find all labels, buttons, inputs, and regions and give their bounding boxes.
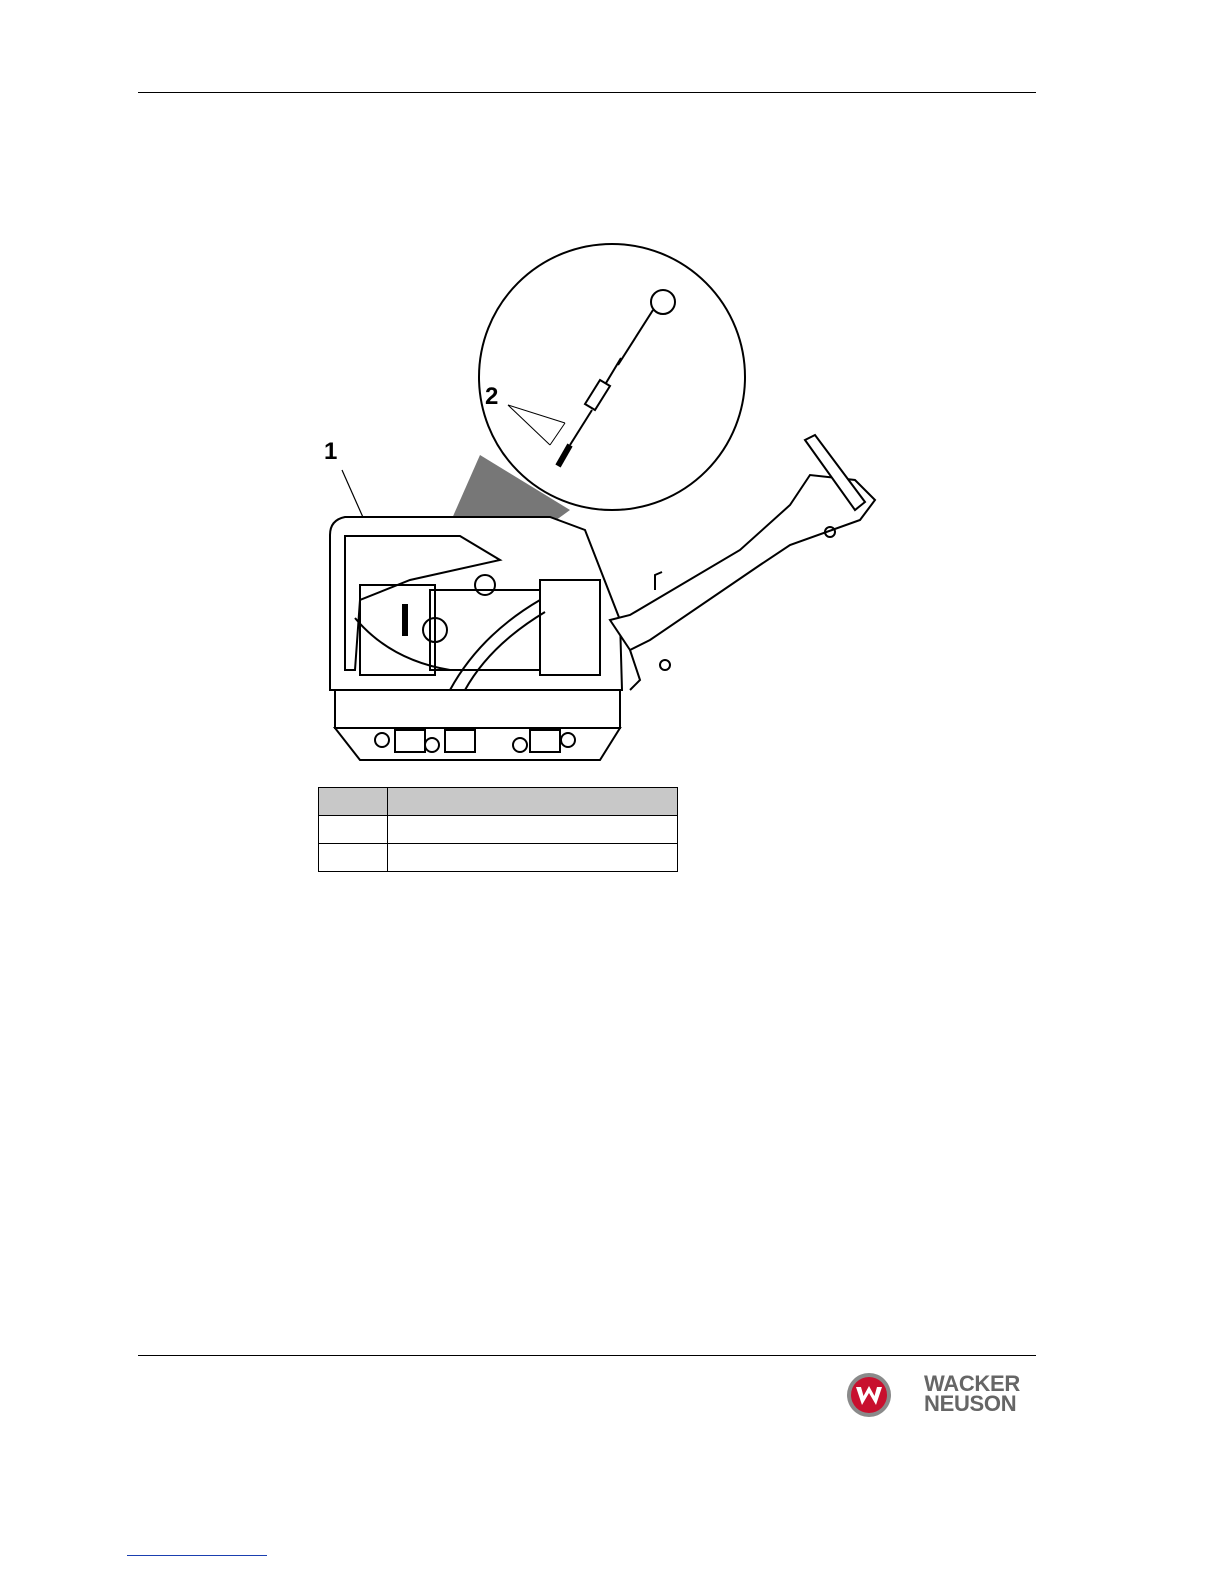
callout-1: 1 (324, 438, 338, 465)
legend-cell-item (319, 844, 388, 872)
compactor-machine (330, 517, 622, 690)
legend-header-item (319, 788, 388, 816)
legend-row (319, 844, 678, 872)
logo-word-2: NEUSON (924, 1391, 1017, 1416)
magnifier-circle (479, 244, 745, 510)
legend-header-description (388, 788, 678, 816)
wacker-neuson-logo-icon (846, 1372, 892, 1418)
header-rule (138, 92, 1036, 93)
legend-header-row (319, 788, 678, 816)
footer-link-underline[interactable] (127, 1555, 267, 1556)
legend-cell-description (388, 844, 678, 872)
legend-table (318, 787, 678, 872)
callout-2: 2 (485, 383, 499, 410)
legend-cell-description (388, 816, 678, 844)
legend-cell-item (319, 816, 388, 844)
logo-word-1: WACKER (924, 1371, 1020, 1396)
legend-row (319, 816, 678, 844)
base-plate (335, 690, 620, 760)
wacker-neuson-logo-text (924, 1371, 1040, 1416)
footer-rule (138, 1355, 1036, 1356)
engine-oil-dipstick-illustration (300, 240, 900, 770)
